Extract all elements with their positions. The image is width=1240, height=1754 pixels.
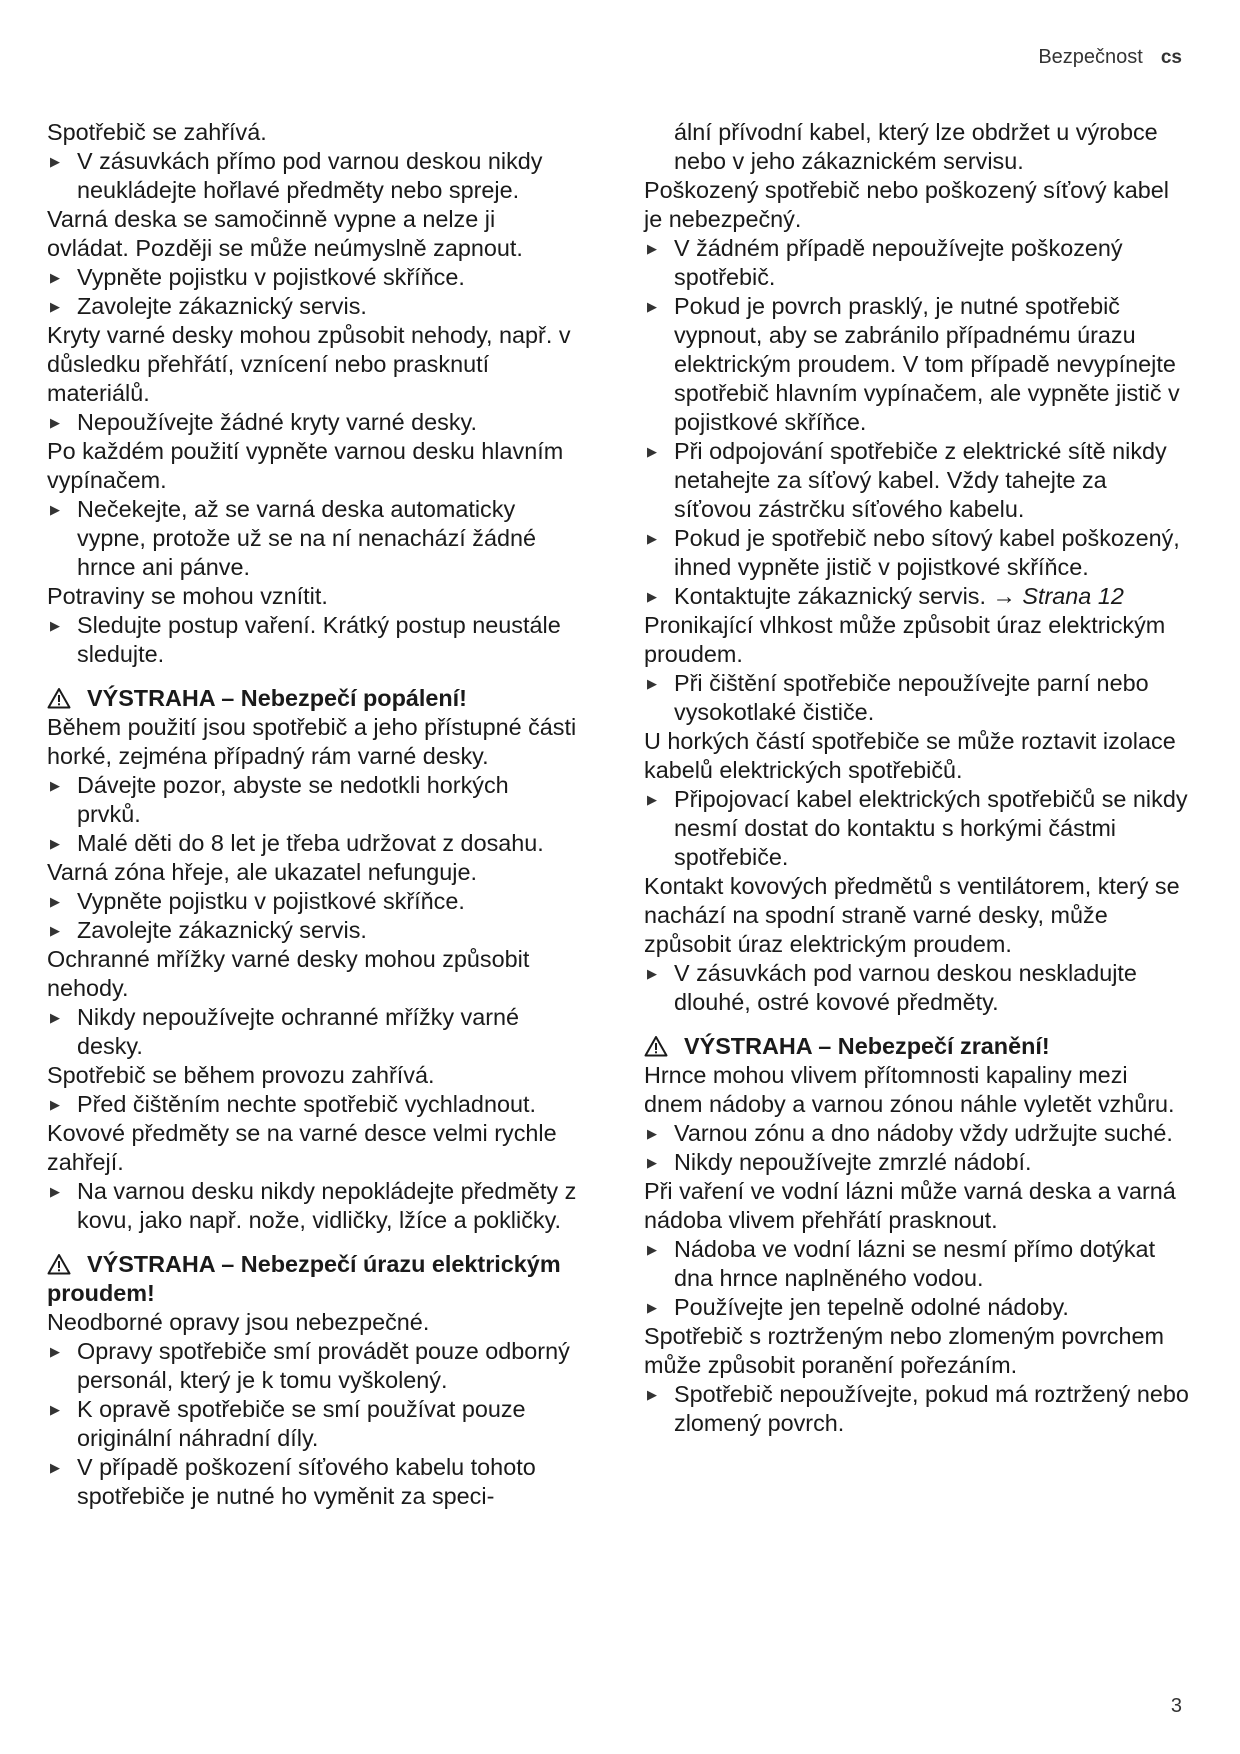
instruction-text: Pokud je spotřebič nebo sítový kabel poškozený, ihned vypněte jistič v pojistkové skříňce.: [674, 525, 1180, 580]
hazard-paragraph: Spotřebič s roztrženým nebo zlomeným povrchem může způsobit poranění pořezáním.: [644, 1323, 1164, 1378]
bullet-triangle-icon: ▶: [50, 894, 60, 909]
instruction-text: Nikdy nepoužívejte zmrzlé nádobí.: [674, 1149, 1032, 1175]
instruction-text: Zavolejte zákaznický servis.: [77, 293, 367, 319]
hazard-paragraph: U horkých částí spotřebiče se může roztavit izolace kabelů elektrických spotřebičů.: [644, 728, 1176, 783]
instruction-item: [644, 959, 1189, 1017]
bullet-triangle-icon: ▶: [50, 1460, 60, 1475]
instruction-text: V případě poškození síťového kabelu tohoto spotřebiče je nutné ho vyměnit za speci-: [77, 1454, 536, 1509]
hazard-paragraph: Spotřebič se zahřívá.: [47, 119, 267, 145]
instruction-item: [47, 829, 577, 858]
bullet-triangle-icon: ▶: [647, 966, 657, 981]
instruction-item: [47, 1395, 577, 1453]
instruction-text: Připojovací kabel elektrických spotřebičů se nikdy nesmí dostat do kontaktu s horkými částmi spotřebiče.: [674, 786, 1188, 870]
bullet-triangle-icon: ▶: [647, 1387, 657, 1402]
hazard-paragraph: Ochranné mřížky varné desky mohou způsobit nehody.: [47, 946, 530, 1001]
instruction-item: [644, 292, 1189, 437]
bullet-triangle-icon: ▶: [50, 299, 60, 314]
instruction-item: [644, 437, 1189, 524]
instruction-item: [47, 292, 577, 321]
hazard-paragraph: Varná zóna hřeje, ale ukazatel nefunguje.: [47, 859, 477, 885]
instruction-text: Používejte jen tepelně odolné nádoby.: [674, 1294, 1069, 1320]
instruction-text: Nikdy nepoužívejte ochranné mřížky varné desky.: [77, 1004, 520, 1059]
bullet-triangle-icon: ▶: [50, 1010, 60, 1025]
instruction-item: [644, 524, 1189, 582]
instruction-text: Zavolejte zákaznický servis.: [77, 917, 367, 943]
warning-triangle-icon: [47, 1250, 87, 1279]
bullet-triangle-icon: ▶: [50, 778, 60, 793]
instruction-item: [47, 887, 577, 916]
instruction-item: [47, 1003, 577, 1061]
bullet-triangle-icon: ▶: [50, 836, 60, 851]
instruction-text: K opravě spotřebiče se smí používat pouze originální náhradní díly.: [77, 1396, 526, 1451]
bullet-triangle-icon: ▶: [647, 1242, 657, 1257]
hazard-paragraph: Při vaření ve vodní lázni může varná deska a varná nádoba vlivem přehřátí prasknout.: [644, 1178, 1176, 1233]
instruction-text: Nepoužívejte žádné kryty varné desky.: [77, 409, 478, 435]
instruction-item: [47, 916, 577, 945]
hazard-paragraph: Potraviny se mohou vznítit.: [47, 583, 328, 609]
instruction-text: Opravy spotřebiče smí provádět pouze odborný personál, který je k tomu vyškolený.: [77, 1338, 570, 1393]
bullet-triangle-icon: ▶: [50, 270, 60, 285]
warning-heading: [47, 1250, 577, 1308]
bullet-triangle-icon: ▶: [647, 1155, 657, 1170]
warning-triangle-icon: [644, 1032, 684, 1061]
instruction-item: [644, 234, 1189, 292]
instruction-text: Malé děti do 8 let je třeba udržovat z dosahu.: [77, 830, 544, 856]
warning-title: VÝSTRAHA – Nebezpečí úrazu elektrickým proudem!: [47, 1251, 561, 1306]
instruction-item: [644, 785, 1189, 872]
instruction-item: [644, 1235, 1189, 1293]
bullet-triangle-icon: ▶: [647, 1126, 657, 1141]
instruction-item: [47, 611, 577, 669]
instruction-continuation: ální přívodní kabel, který lze obdržet u výrobce nebo v jeho zákaznickém servisu.: [674, 119, 1158, 174]
hazard-paragraph: Po každém použití vypněte varnou desku hlavním vypínačem.: [47, 438, 564, 493]
instruction-text: Sledujte postup vaření. Krátký postup neustále sledujte.: [77, 612, 561, 667]
bullet-triangle-icon: ▶: [50, 923, 60, 938]
bullet-triangle-icon: ▶: [647, 676, 657, 691]
page-header: [1038, 46, 1182, 69]
instruction-text: Pokud je povrch prasklý, je nutné spotřebič vypnout, aby se zabránilo případnému úrazu elektrickým proudem. V tom případě nevypínejte spotřebič hlavním vypínačem, ale vypněte jistič v pojistkové skříňce.: [674, 293, 1180, 435]
instruction-text: Při odpojování spotřebiče z elektrické sítě nikdy netahejte za síťový kabel. Vždy tahejte za síťovou zástrčku síťového kabelu.: [674, 438, 1167, 522]
instruction-item: [644, 582, 1189, 611]
instruction-text: V žádném případě nepoužívejte poškozený spotřebič.: [674, 235, 1123, 290]
instruction-item: [644, 1293, 1189, 1322]
instruction-text: Dávejte pozor, abyste se nedotkli horkých prvků.: [77, 772, 509, 827]
hazard-paragraph: Neodborné opravy jsou nebezpečné.: [47, 1309, 430, 1335]
hazard-paragraph: Kontakt kovových předmětů s ventilátorem, který se nachází na spodní straně varné desky, může způsobit úraz elektrickým proudem.: [644, 873, 1180, 957]
bullet-triangle-icon: ▶: [50, 1402, 60, 1417]
left-column: [47, 118, 577, 1511]
instruction-text: Na varnou desku nikdy nepokládejte předměty z kovu, jako např. nože, vidličky, lžíce a pokličky.: [77, 1178, 577, 1233]
warning-heading: [644, 1032, 1189, 1061]
bullet-triangle-icon: ▶: [647, 531, 657, 546]
instruction-item: [47, 1337, 577, 1395]
warning-title: VÝSTRAHA – Nebezpečí popálení!: [87, 685, 467, 711]
bullet-triangle-icon: ▶: [647, 792, 657, 807]
instruction-text: V zásuvkách přímo pod varnou deskou nikdy neukládejte hořlavé předměty nebo spreje.: [77, 148, 543, 203]
instruction-text: Spotřebič nepoužívejte, pokud má roztržený nebo zlomený povrch.: [674, 1381, 1189, 1436]
bullet-triangle-icon: ▶: [647, 299, 657, 314]
section-title: Bezpečnost: [1038, 46, 1143, 68]
instruction-item: [47, 771, 577, 829]
instruction-text: Nečekejte, až se varná deska automaticky vypne, protože už se na ní nenachází žádné hrnce ani pánve.: [77, 496, 537, 580]
instruction-text: Před čištěním nechte spotřebič vychladnout.: [77, 1091, 536, 1117]
bullet-triangle-icon: ▶: [50, 1344, 60, 1359]
instruction-item: [644, 1148, 1189, 1177]
page-number: 3: [1170, 1695, 1182, 1717]
bullet-triangle-icon: ▶: [50, 154, 60, 169]
hazard-paragraph: Kryty varné desky mohou způsobit nehody, např. v důsledku přehřátí, vznícení nebo prasknutí materiálů.: [47, 322, 571, 406]
instruction-item: [644, 1380, 1189, 1438]
bullet-triangle-icon: ▶: [647, 444, 657, 459]
instruction-text: Při čištění spotřebiče nepoužívejte parní nebo vysokotlaké čističe.: [674, 670, 1149, 725]
warning-heading: [47, 684, 577, 713]
instruction-item: [47, 1177, 577, 1235]
right-column: [644, 118, 1189, 1438]
instruction-item: [47, 495, 577, 582]
hazard-paragraph: Poškozený spotřebič nebo poškozený síťový kabel je nebezpečný.: [644, 177, 1169, 232]
hazard-paragraph: Varná deska se samočinně vypne a nelze ji ovládat. Později se může neúmyslně zapnout.: [47, 206, 523, 261]
instruction-item: [644, 669, 1189, 727]
hazard-paragraph: Pronikající vlhkost může způsobit úraz elektrickým proudem.: [644, 612, 1166, 667]
bullet-triangle-icon: ▶: [50, 1097, 60, 1112]
instruction-item: [47, 1453, 577, 1511]
hazard-paragraph: Kovové předměty se na varné desce velmi rychle zahřejí.: [47, 1120, 557, 1175]
instruction-text: Nádoba ve vodní lázni se nesmí přímo dotýkat dna hrnce naplněného vodou.: [674, 1236, 1156, 1291]
warning-title: VÝSTRAHA – Nebezpečí zranění!: [684, 1033, 1050, 1059]
instruction-text: Varnou zónu a dno nádoby vždy udržujte suché.: [674, 1120, 1173, 1146]
warning-triangle-icon: [47, 684, 87, 713]
instruction-item: [644, 1119, 1189, 1148]
instruction-item: [47, 147, 577, 205]
instruction-text: Vypněte pojistku v pojistkové skříňce.: [77, 888, 465, 914]
instruction-item: [47, 408, 577, 437]
bullet-triangle-icon: ▶: [50, 1184, 60, 1199]
bullet-triangle-icon: ▶: [50, 415, 60, 430]
bullet-triangle-icon: ▶: [50, 618, 60, 633]
language-code: cs: [1160, 47, 1182, 68]
hazard-paragraph: Spotřebič se během provozu zahřívá.: [47, 1062, 435, 1088]
instruction-item: [47, 1090, 577, 1119]
instruction-text: Vypněte pojistku v pojistkové skříňce.: [77, 264, 465, 290]
page-reference-link[interactable]: → Strana 12: [992, 583, 1124, 609]
instruction-text: V zásuvkách pod varnou deskou neskladujte dlouhé, ostré kovové předměty.: [674, 960, 1137, 1015]
instruction-text: Kontaktujte zákaznický servis.: [674, 583, 987, 609]
instruction-item: [47, 263, 577, 292]
hazard-paragraph: Hrnce mohou vlivem přítomnosti kapaliny mezi dnem nádoby a varnou zónou náhle vyletět vzhůru.: [644, 1062, 1175, 1117]
bullet-triangle-icon: ▶: [647, 241, 657, 256]
bullet-triangle-icon: ▶: [50, 502, 60, 517]
bullet-triangle-icon: ▶: [647, 589, 657, 604]
bullet-triangle-icon: ▶: [647, 1300, 657, 1315]
hazard-paragraph: Během použití jsou spotřebič a jeho přístupné části horké, zejména případný rám varné desky.: [47, 714, 577, 769]
